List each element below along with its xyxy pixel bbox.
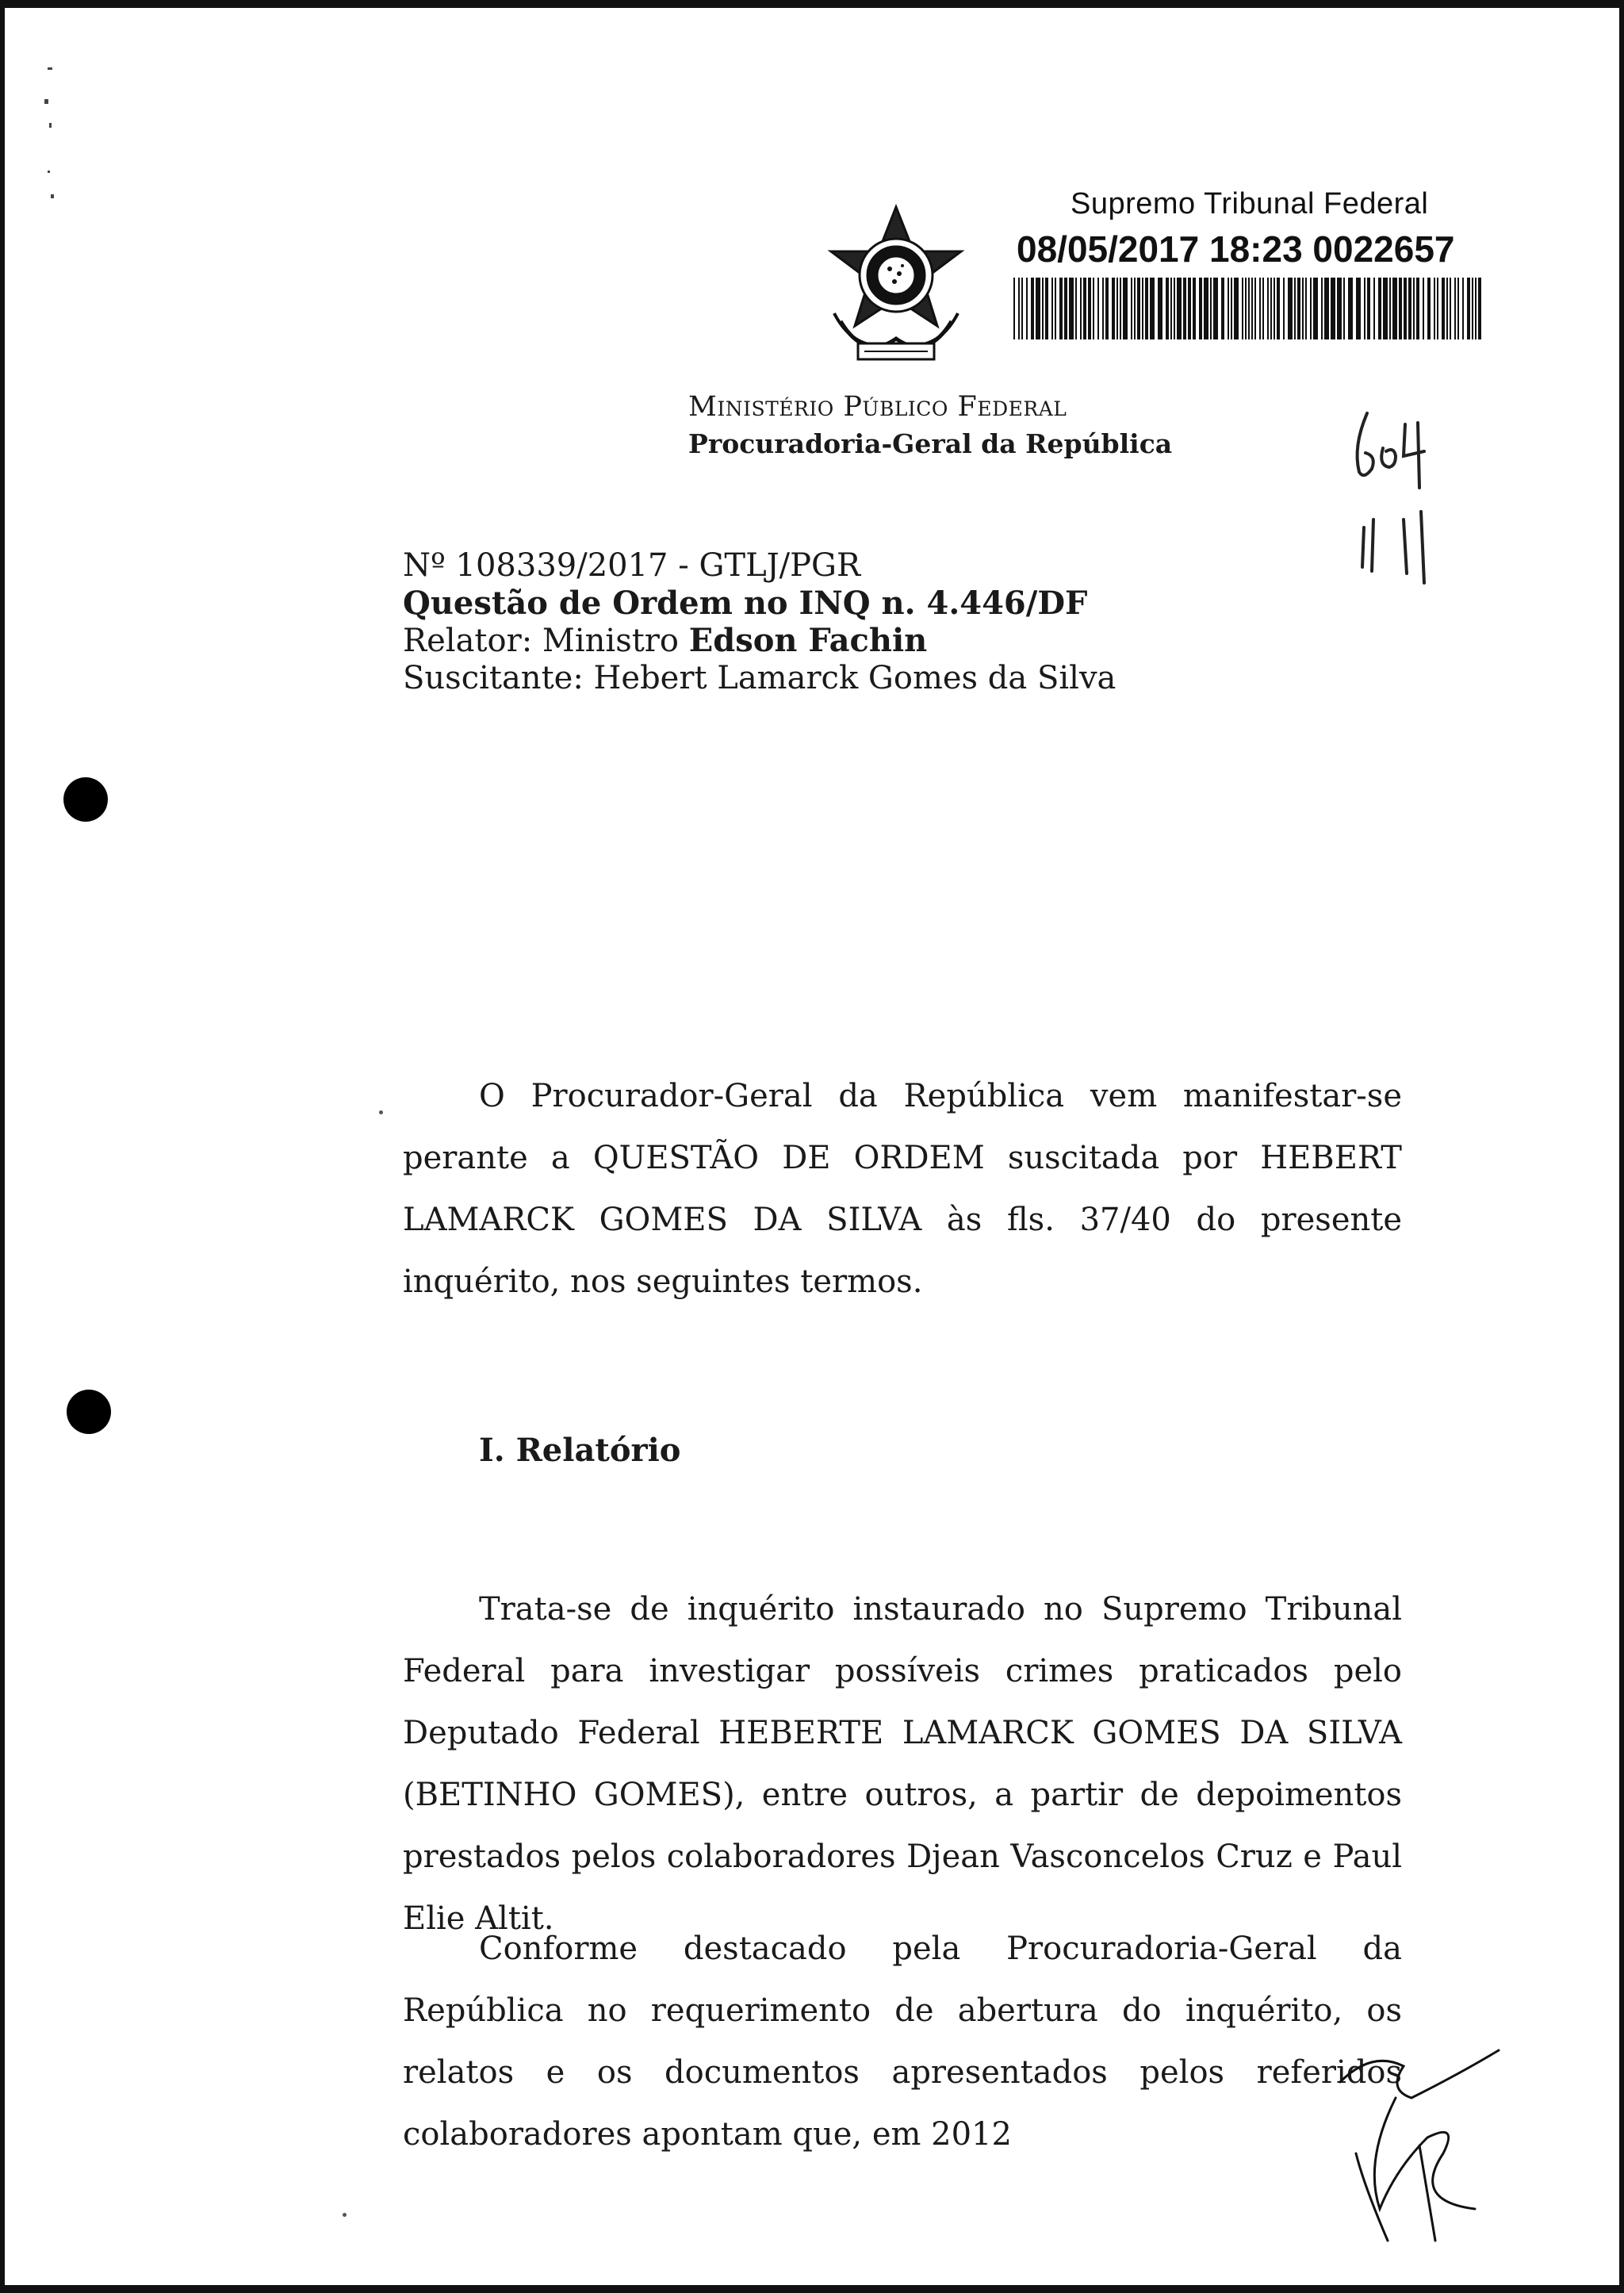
barcode-bar	[1242, 278, 1243, 339]
barcode-bar	[1392, 278, 1397, 339]
barcode-bar	[1064, 278, 1067, 339]
barcode-bar	[1408, 278, 1411, 339]
barcode-bar	[1051, 278, 1053, 339]
barcode-bar	[1356, 278, 1361, 339]
barcode-bar	[1416, 278, 1419, 339]
barcode-bar	[1467, 278, 1470, 339]
barcode-bar	[1383, 278, 1388, 339]
barcode-bar	[1454, 278, 1456, 339]
barcode-bar	[1270, 278, 1272, 339]
barcode-bar	[1097, 278, 1099, 339]
petitioner-line: Suscitante: Hebert Lamarck Gomes da Silva	[403, 660, 1116, 696]
scan-specks	[41, 67, 65, 210]
barcode-bar	[1378, 278, 1381, 339]
barcode-bar	[1248, 278, 1250, 339]
barcode-bar	[1021, 278, 1023, 339]
barcode-bar	[1364, 278, 1365, 339]
barcode-bar	[1373, 278, 1375, 339]
barcode-bar	[1343, 278, 1345, 339]
barcode-bar	[1120, 278, 1121, 339]
barcode-bar	[1404, 278, 1407, 339]
barcode-bar	[1055, 278, 1056, 339]
barcode-bar	[1059, 278, 1063, 339]
barcode-bar	[1116, 278, 1118, 339]
stamp-datetime-protocol: 08/05/2017 18:23 0022657	[1017, 228, 1455, 270]
barcode-bar	[1112, 278, 1115, 339]
rapporteur-name: Edson Fachin	[688, 622, 928, 659]
barcode-bar	[1462, 278, 1464, 339]
barcode-bar	[1475, 278, 1477, 339]
barcode-bar	[1221, 278, 1224, 339]
barcode-bar	[1331, 278, 1335, 339]
case-number: Nº 108339/2017 - GTLJ/PGR	[403, 547, 861, 584]
barcode-bar	[1348, 278, 1353, 339]
barcode-bar	[1302, 278, 1304, 339]
barcode-bar	[1134, 278, 1136, 339]
barcode-bar	[1174, 278, 1175, 339]
barcode-bar	[1213, 278, 1218, 339]
barcode-bar	[1423, 278, 1424, 339]
punch-hole-top	[63, 777, 108, 822]
barcode-bar	[1145, 278, 1148, 339]
rapporteur-label: Relator: Ministro	[403, 623, 689, 659]
barcode-bar	[1283, 278, 1285, 339]
barcode-bar	[1457, 278, 1459, 339]
barcode-bar	[1446, 278, 1448, 339]
barcode-icon	[1013, 278, 1481, 339]
barcode-bar	[1018, 278, 1020, 339]
barcode-bar	[1204, 278, 1208, 339]
case-header	[403, 547, 1116, 697]
barcode-bar	[1131, 278, 1132, 339]
barcode-bar	[1093, 278, 1094, 339]
barcode-bar	[1166, 278, 1169, 339]
barcode-bar	[1274, 278, 1275, 339]
barcode-bar	[1450, 278, 1451, 339]
scan-dot	[343, 2213, 347, 2217]
barcode-bar	[1288, 278, 1293, 339]
barcode-bar	[1193, 278, 1196, 339]
barcode-bar	[1389, 278, 1391, 339]
barcode-bar	[1158, 278, 1162, 339]
barcode-bar	[1472, 278, 1473, 339]
barcode-bar	[1254, 278, 1256, 339]
stamp-court-name: Supremo Tribunal Federal	[1071, 187, 1429, 220]
barcode-bar	[1102, 278, 1104, 339]
barcode-bar	[1045, 278, 1048, 339]
barcode-bar	[1478, 278, 1481, 339]
barcode-bar	[1199, 278, 1202, 339]
barcode-bar	[1083, 278, 1086, 339]
barcode-bar	[1413, 278, 1415, 339]
barcode-bar	[1442, 278, 1445, 339]
ministry-name: Ministério Público Federal	[688, 391, 1067, 423]
barcode-bar	[1036, 278, 1040, 339]
case-title: Questão de Ordem no INQ n. 4.446/DF	[403, 585, 1088, 622]
rapporteur-line	[403, 622, 1116, 660]
barcode-bar	[1310, 278, 1312, 339]
punch-hole-bottom	[67, 1390, 111, 1434]
barcode-bar	[1088, 278, 1091, 339]
barcode-bar	[1313, 278, 1318, 339]
office-name: Procuradoria-Geral da República	[688, 428, 1173, 459]
barcode-bar	[1075, 278, 1077, 339]
barcode-bar	[1399, 278, 1402, 339]
barcode-bar	[1277, 278, 1280, 339]
barcode-bar	[1427, 278, 1431, 339]
barcode-bar	[1245, 278, 1247, 339]
handwritten-signature-icon	[1316, 2042, 1515, 2257]
handwritten-page-numbers	[1348, 401, 1459, 591]
barcode-bar	[1297, 278, 1300, 339]
barcode-bar	[1337, 278, 1342, 339]
barcode-bar	[1367, 278, 1370, 339]
barcode-bar	[1183, 278, 1186, 339]
barcode-bar	[1210, 278, 1212, 339]
barcode-bar	[1069, 278, 1074, 339]
barcode-bar	[1026, 278, 1028, 339]
barcode-bar	[1324, 278, 1329, 339]
barcode-bar	[1170, 278, 1172, 339]
barcode-bar	[1031, 278, 1034, 339]
barcode-bar	[1013, 278, 1015, 339]
barcode-bar	[1177, 278, 1182, 339]
barcode-bar	[1188, 278, 1191, 339]
barcode-bar	[1080, 278, 1082, 339]
barcode-bar	[1123, 278, 1128, 339]
barcode-bar	[1251, 278, 1253, 339]
barcode-bar	[1231, 278, 1232, 339]
barcode-bar	[1228, 278, 1229, 339]
scan-dot	[379, 1110, 383, 1114]
barcode-bar	[1267, 278, 1269, 339]
section-title-relatorio: I. Relatório	[479, 1432, 681, 1469]
barcode-bar	[1259, 278, 1261, 339]
barcode-bar	[1150, 278, 1155, 339]
barcode-bar	[1305, 278, 1307, 339]
barcode-bar	[1434, 278, 1435, 339]
barcode-bar	[1234, 278, 1239, 339]
barcode-bar	[1294, 278, 1296, 339]
barcode-bar	[1437, 278, 1438, 339]
barcode-bar	[1262, 278, 1264, 339]
barcode-bar	[1142, 278, 1143, 339]
barcode-bar	[1321, 278, 1323, 339]
brazil-coat-of-arms-icon	[817, 202, 975, 373]
barcode-bar	[1042, 278, 1044, 339]
intro-paragraph: O Procurador-Geral da República vem manifestar-se perante a QUESTÃO DE ORDEM suscitada por HEBERT LAMARCK GOMES DA SILVA às fls. 37/40 do presente inquérito, nos seguintes termos.	[403, 1078, 1402, 1300]
barcode-bar	[1105, 278, 1109, 339]
report-paragraph-1: Trata-se de inquérito instaurado no Supremo Tribunal Federal para investigar possíveis crimes praticados pelo Deputado Federal HEBERTE LAMARCK GOMES DA SILVA (BETINHO GOMES), entre outros, a partir de depoimentos prestados pelos colaboradores Djean Vasconcelos Cruz e Paul Elie Altit.	[403, 1591, 1402, 1937]
report-paragraph-2: Conforme destacado pela Procuradoria-Geral da República no requerimento de abertura do inquérito, os relatos e os documentos apresentados pelos referidos colaboradores apontam que, em 2012	[403, 1931, 1402, 2153]
barcode-bar	[1137, 278, 1140, 339]
